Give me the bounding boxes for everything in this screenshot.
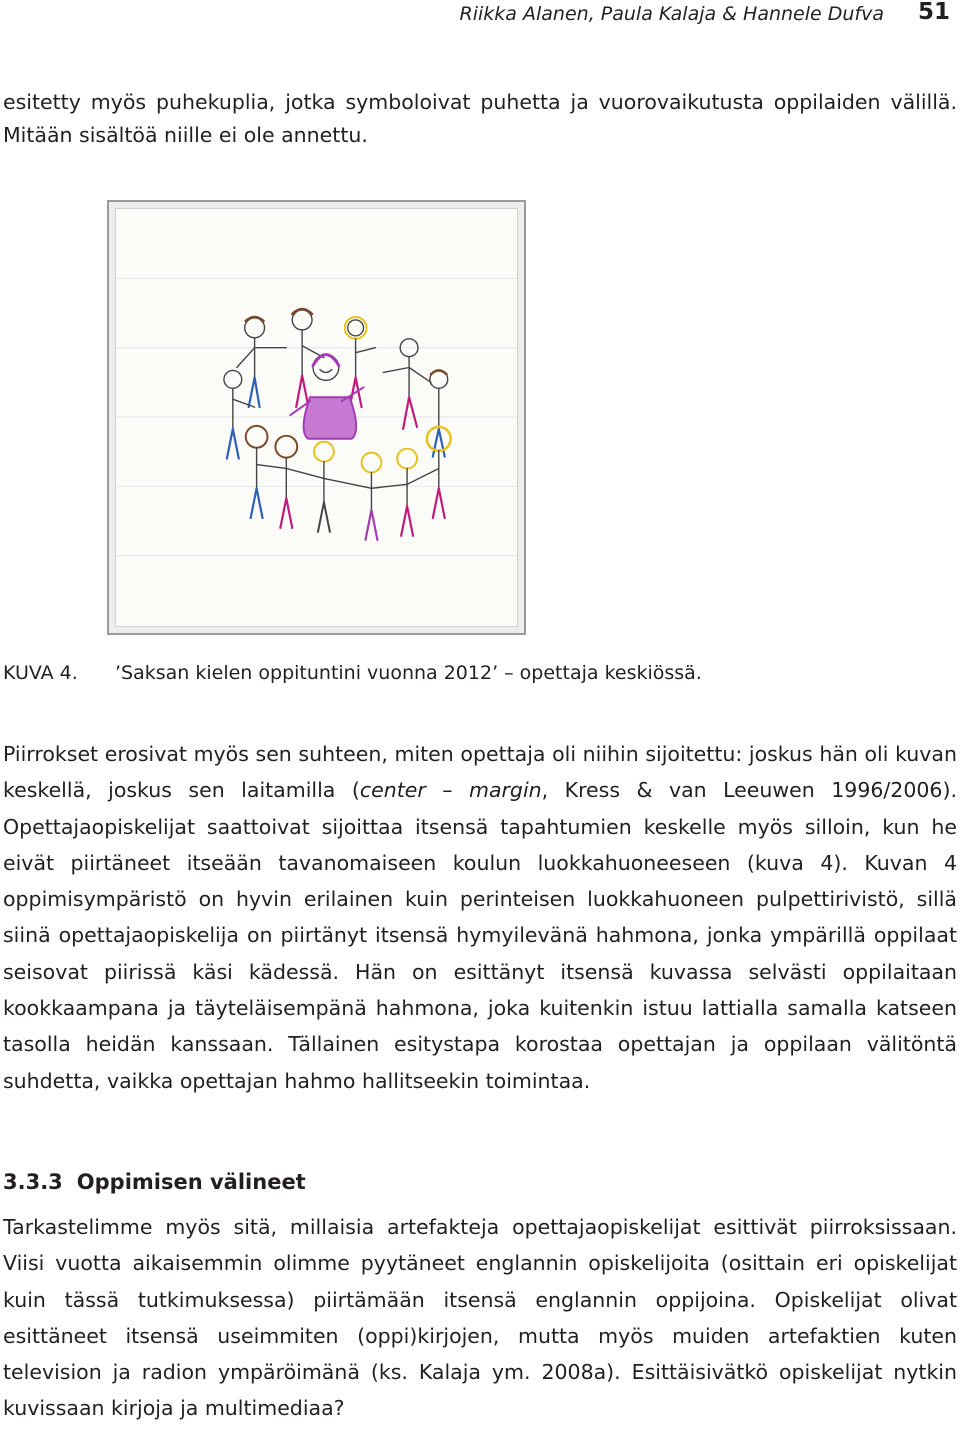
paragraph-body-part1: Piirrokset erosivat myös sen suhteen, miten opettaja oli niihin sijoitettu: joskus hän oli kuvan keskellä, joskus sen laitamilla (	[3, 742, 957, 803]
paragraph-body-part2: , Kress & van Leeuwen 1996/2006). Opettajaopiskelijat saattoivat sijoittaa itsensä tapahtumien keskelle myös silloin, kun he eivät piirtäneet itseään tavanomaiseen koulun luokkahuoneeseen (kuva 4). Kuvan 4 oppimisympäristö on hyvin erilainen kuin perinteisen luokkahuoneen pulpettirivistö, sillä siinä opettajaopiskelija on piirtänyt itsensä hymyilevänä hahmona, jonka ympärillä oppilaat seisovat piirissä käsi kädessä. Hän on esittänyt itsensä kuvassa selvästi oppilaitaan kookkaampana ja täyteläisempänä hahmona, joka kuitenkin istuu lattialla samalla katseen tasolla heidän kanssaan. Tällainen esitystapa korostaa opettajan ja oppilaan välitöntä suhdetta, vaikka opettajan hahmo hallitseekin toimintaa.	[3, 778, 957, 1093]
section-heading	[3, 1170, 306, 1194]
paragraph-body-italic: center – margin	[359, 778, 542, 803]
figure-caption	[3, 662, 702, 684]
stick-figure	[383, 339, 431, 429]
stick-figure	[237, 317, 287, 407]
caption-label: KUVA 4.	[3, 662, 78, 684]
caption-text: ’Saksan kielen oppituntini vuonna 2012’ – opettaja keskiössä.	[115, 662, 702, 684]
child-drawing	[115, 208, 518, 627]
section-number: 3.3.3	[3, 1170, 63, 1194]
paragraph-section: Tarkastelimme myös sitä, millaisia artefakteja opettajaopiskelijat esittivät piirroksissaan. Viisi vuotta aikaisemmin olimme pyytäneet englannin opiskelijoita (osittain eri opiskelijat kuin tässä tutkimuksessa) piirtämään itsensä englannin oppijoina. Opiskelijat olivat esittäneet itsensä useimmiten (oppi)kirjojen, mutta myös muiden artefaktien kuten television ja radion ympäröimänä (ks. Kalaja ym. 2008a). Esittäisivätkö opiskelijat nytkin kuvissaan kirjoja ja multimediaa?	[3, 1215, 957, 1421]
drawing-illustration	[116, 209, 517, 626]
page-number: 51	[917, 0, 950, 25]
running-header	[0, 0, 960, 40]
stick-figure	[430, 370, 448, 456]
header-authors: Riikka Alanen, Paula Kalaja & Hannele Dufva	[459, 3, 884, 25]
stick-figure	[345, 317, 376, 407]
paragraph-intro: esitetty myös puhekuplia, jotka symboloivat puhetta ja vuorovaikutusta oppilaiden välillä. Mitään sisältöä niille ei ole annettu.	[3, 90, 957, 147]
children-circle	[246, 426, 451, 540]
section-title: Oppimisen välineet	[76, 1170, 306, 1194]
figure-drawing	[107, 200, 526, 635]
paragraph-body	[3, 736, 957, 1099]
